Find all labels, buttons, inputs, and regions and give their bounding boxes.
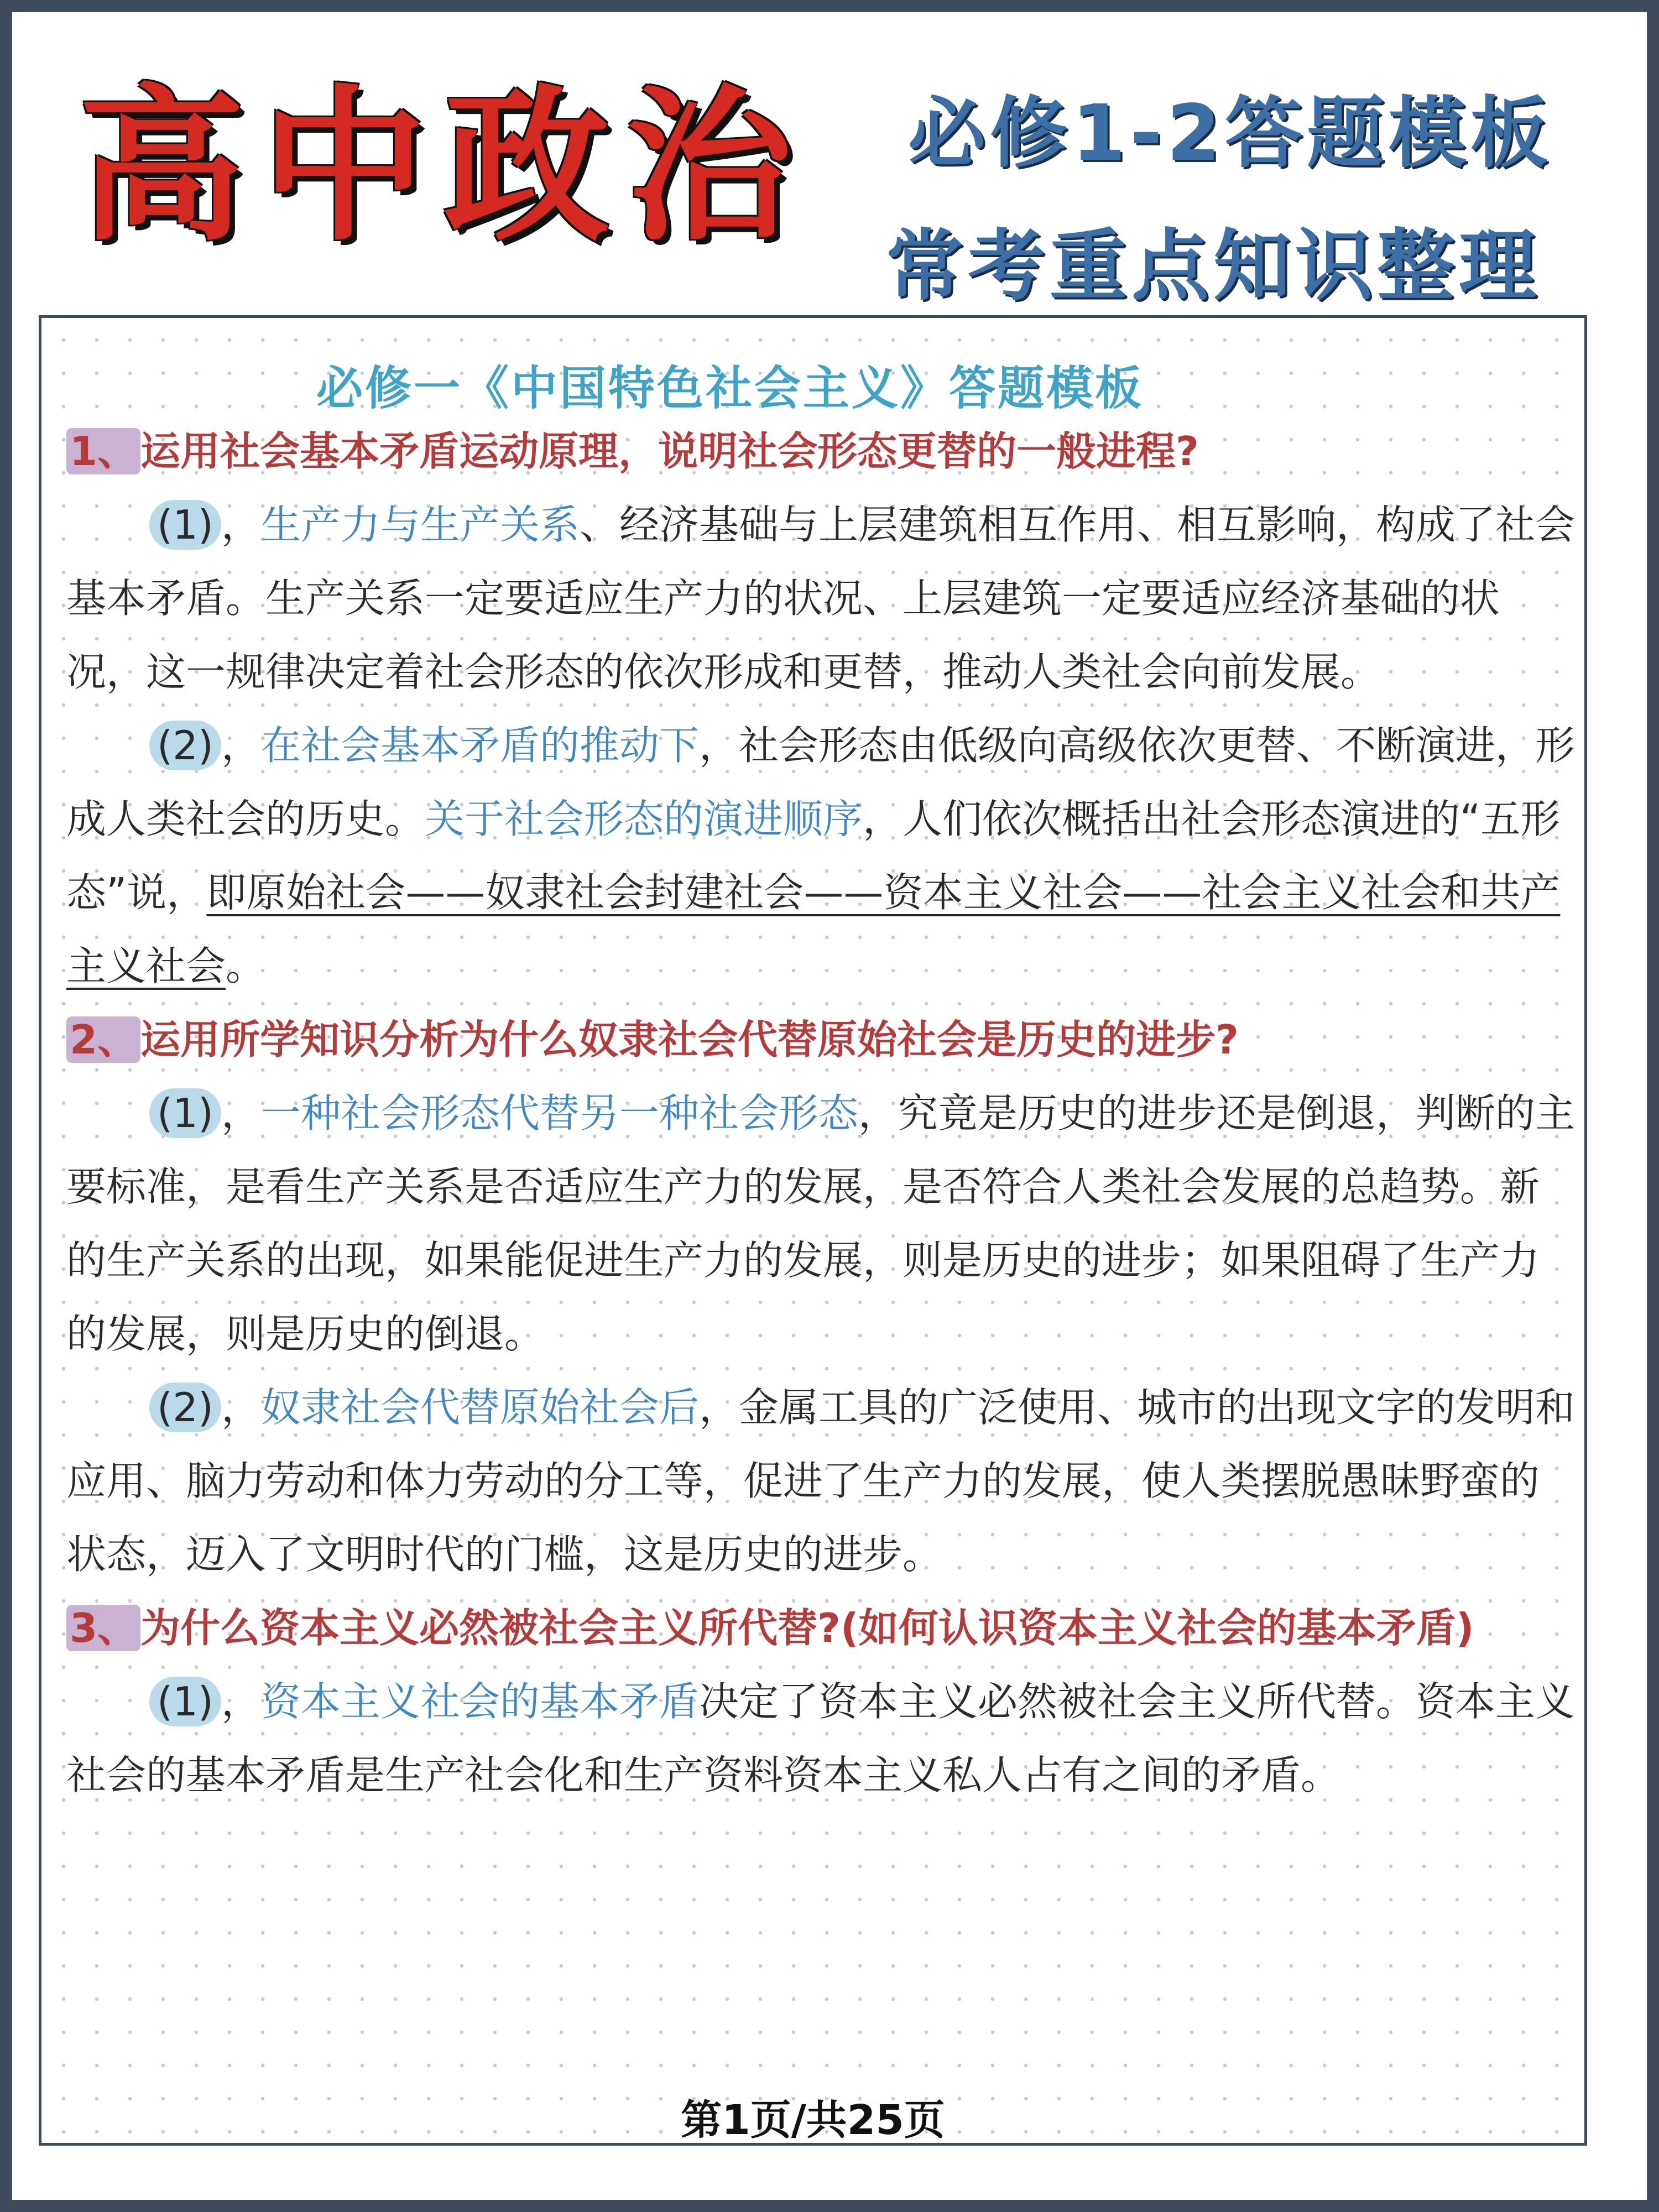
answer-marker: (2) [149, 1383, 221, 1432]
question-2-title [66, 1003, 1576, 1077]
answer-text: ，究竟是历史的进步还是倒退，判断的主要标准，是看生产关系是否适应生产力的发展，是否符合人类社会发展的总趋势。新的生产关系的出现，如果能促进生产力的发展，则是历史的进步；如果阻碍了生产力的发展，则是历史的倒退。 [66, 1090, 1575, 1357]
question-1-title [66, 415, 1576, 488]
key-phrase: 奴隶社会代替原始社会后 [261, 1384, 700, 1431]
separator: ， [221, 722, 262, 769]
answer-text-3: 。 [226, 943, 266, 989]
question-3-title [66, 1592, 1576, 1665]
separator: ， [221, 1090, 262, 1136]
answer-text: ，社会形态由低级向高级依次更替、不断演进，形成人类社会的历史。 [66, 722, 1575, 842]
content-box [39, 315, 1587, 2146]
key-phrase: 生产力与生产关系 [261, 502, 580, 548]
subtitle-line1: 必修1-2答题模板 [908, 88, 1552, 179]
separator: ， [221, 1384, 262, 1431]
page-indicator: 第1页/共25页 [681, 2096, 945, 2144]
question-text: 为什么资本主义必然被社会主义所代替?(如何认识资本主义社会的基本矛盾) [140, 1605, 1474, 1651]
answer-text: 、经济基础与上层建筑相互作用、相互影响，构成了社会基本矛盾。生产关系一定要适应生产力的状况、上层建筑一定要适应经济基础的状况，这一规律决定着社会形态的依次形成和更替，推动人类社会向前发展。 [66, 502, 1575, 695]
answer-3-1 [66, 1665, 1576, 1812]
question-number: 3、 [66, 1605, 140, 1651]
answer-1-2 [66, 709, 1576, 1003]
answer-marker: (1) [149, 1088, 221, 1138]
key-phrase-2: 关于社会形态的演进顺序 [425, 796, 863, 842]
key-phrase: 资本主义社会的基本矛盾 [261, 1678, 700, 1725]
answer-marker: (1) [149, 500, 221, 550]
key-phrase: 一种社会形态代替另一种社会形态 [261, 1090, 859, 1136]
question-number: 2、 [66, 1016, 140, 1063]
answer-marker: (1) [149, 1677, 221, 1726]
key-phrase: 在社会基本矛盾的推动下 [261, 722, 700, 769]
separator: ， [221, 1678, 262, 1725]
answer-marker: (2) [149, 721, 221, 770]
underlined-sequence: 即原始社会——奴隶社会封建社会——资本主义社会——社会主义社会和共产主义社会 [66, 869, 1561, 989]
main-title: 高中政治 [79, 70, 808, 263]
body-text [66, 415, 1576, 1812]
subtitle-line2: 常考重点知识整理 [886, 221, 1541, 311]
answer-2-2 [66, 1371, 1576, 1592]
question-number: 1、 [66, 428, 140, 474]
section-title: 必修一《中国特色社会主义》答题模板 [316, 361, 1144, 415]
answer-text: ，金属工具的广泛使用、城市的出现文字的发明和应用、脑力劳动和体力劳动的分工等，促进了生产力的发展，使人类摆脱愚昧野蛮的状态，迈入了文明时代的门槛，这是历史的进步。 [66, 1384, 1575, 1578]
answer-2-1 [66, 1077, 1576, 1371]
answer-1-1 [66, 488, 1576, 709]
separator: ， [221, 502, 262, 548]
answer-text-2: ，人们依次概括出社会形态演进的“五形态”说， [66, 796, 1561, 916]
question-text: 运用所学知识分析为什么奴隶社会代替原始社会是历史的进步? [140, 1016, 1239, 1063]
question-text: 运用社会基本矛盾运动原理，说明社会形态更替的一般进程? [140, 428, 1199, 474]
answer-text: 决定了资本主义必然被社会主义所代替。资本主义社会的基本矛盾是生产社会化和生产资料资本主义私人占有之间的矛盾。 [66, 1678, 1575, 1798]
